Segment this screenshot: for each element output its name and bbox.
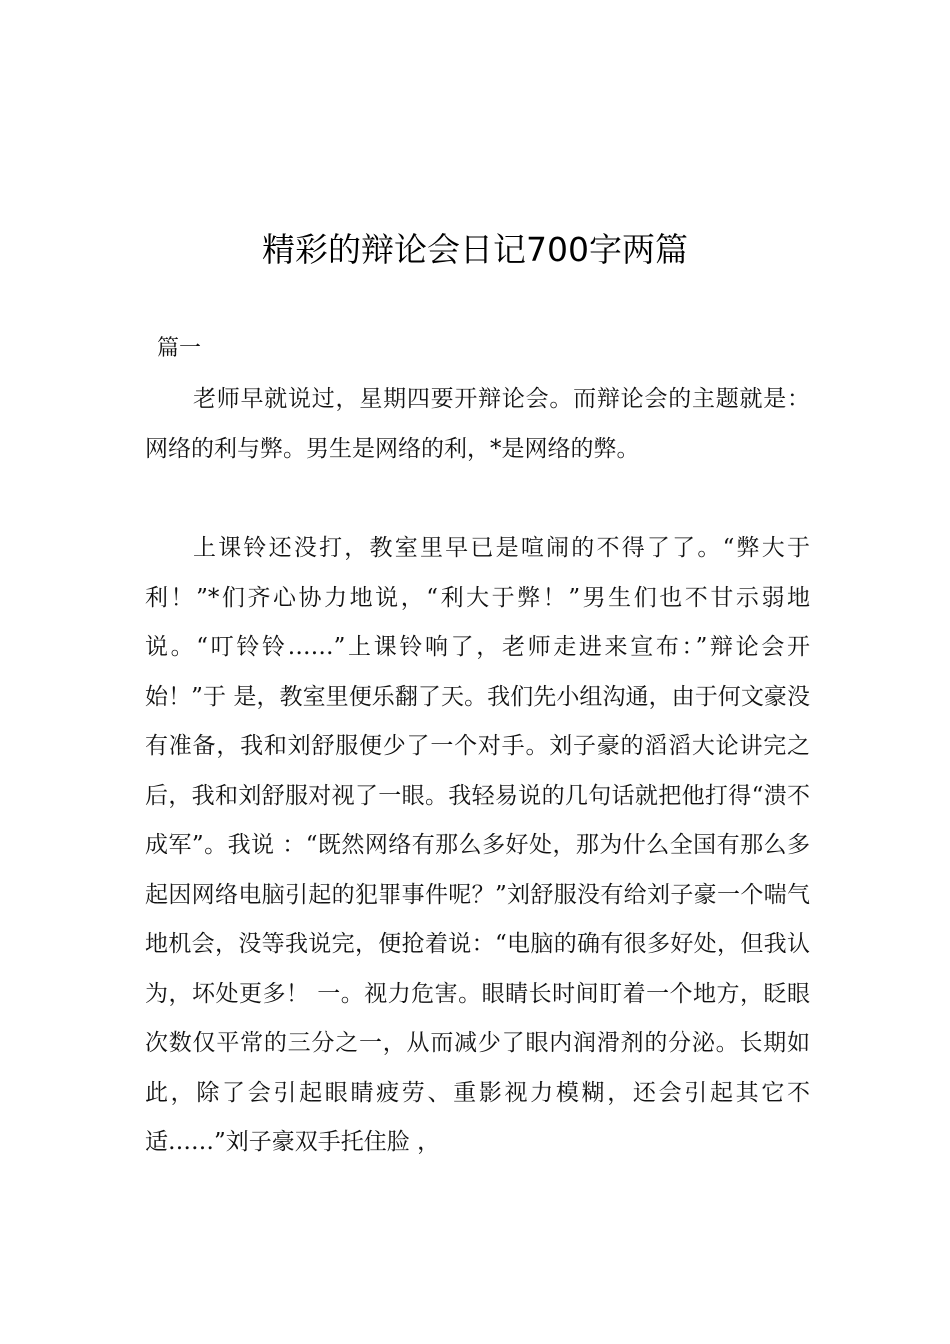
document-title: 精彩的辩论会日记700字两篇 (262, 230, 688, 269)
paragraph-1: 老师早就说过，星期四要开辩论会。而辩论会的主题就是：网络的利与弊。男生是网络的利，*是网络的弊。 (145, 386, 810, 462)
paragraph-2: 上课铃还没打，教室里早已是喧闹的不得了了。“弊大于利！”*们齐心协力地说，“利大于弊！”男生们也不甘示弱地说。“叮铃铃……”上课铃响了，老师走进来宣布：”辩论会开始！”于 是，教室里便乐翻了天。我们先小组沟通，由于何文豪没有准备，我和刘舒服便少了一个对手。刘子豪的滔滔大论讲完之后，我和刘舒服对视了一眼。我轻易说的几句话就把他打得“溃不成军”。我说 ：“既然网络有那么多好处，那为什么全国有那么多起因网络电脑引起的犯罪事件呢？”刘舒服没有给刘子豪一个喘气地机会，没等我说完，便抢着说：“电脑的确有很多好处，但我认为，坏处更多！ 一。视力危害。眼睛长时间盯着一个地方，眨眼次数仅平常的三分之一，从而减少了眼内润滑剂的分泌。长期如此，除了会引起眼睛疲劳、重影视力模糊，还会引起其它不适……”刘子豪双手托住脸 ， (145, 535, 810, 1155)
section-heading: 篇一 (157, 336, 202, 361)
